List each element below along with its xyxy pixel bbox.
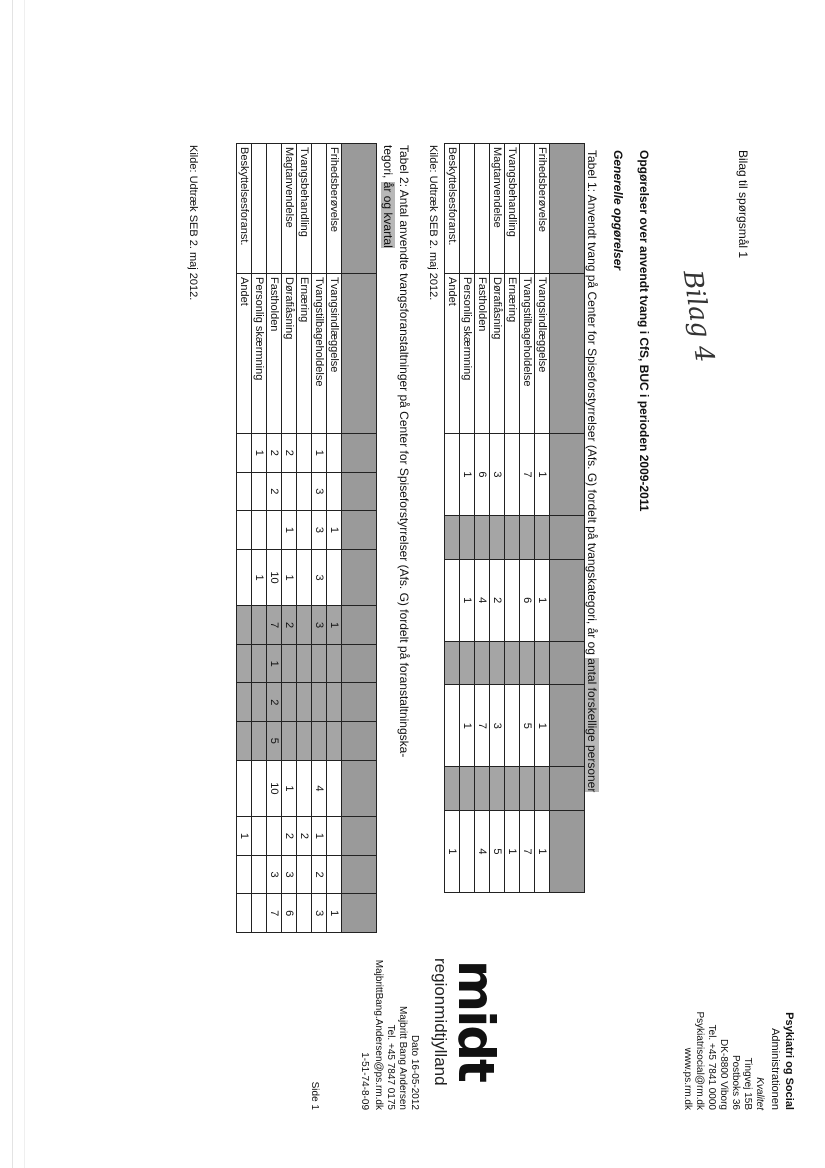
measure-cell: Personlig skærmning [460, 274, 475, 434]
value-cell: 2 [267, 472, 282, 511]
sender-email: Psykiatrisocial@rm.dk [694, 1011, 705, 1110]
table2-header-cell [342, 644, 377, 683]
table2-caption-line1: Tabel 2: Antal anvendte tvangsforanstaltninger på Center for Spiseforstyrrelser (Afs. G) fordelt på foranstaltningska- [397, 145, 411, 758]
value-cell: 3 [312, 549, 327, 606]
value-cell [282, 472, 297, 511]
table-row [282, 144, 297, 933]
value-cell [252, 472, 267, 511]
value-cell: 3 [490, 434, 505, 516]
table2 [236, 143, 377, 933]
value-cell: 1 [312, 434, 327, 473]
value-cell [252, 894, 267, 933]
value-cell [445, 434, 460, 516]
section-title: Generelle opgørelser [611, 150, 625, 271]
contact-phone: Tel. +45 7847 0175 [385, 1024, 396, 1110]
table1-header-cell [550, 559, 585, 641]
value-cell [312, 722, 327, 761]
value-cell: 6 [282, 894, 297, 933]
value-cell: 1 [535, 685, 550, 767]
value-cell: 6 [475, 434, 490, 516]
value-cell [445, 515, 460, 559]
value-cell [252, 722, 267, 761]
value-cell: 5 [520, 685, 535, 767]
value-cell: 4 [475, 810, 490, 892]
value-cell [297, 549, 312, 606]
value-cell: 1 [252, 434, 267, 473]
value-cell: 3 [312, 606, 327, 645]
value-cell: 1 [252, 549, 267, 606]
value-cell [535, 641, 550, 685]
sender-box: Postboks 36 [730, 1054, 741, 1110]
value-cell [237, 855, 252, 894]
value-cell [312, 644, 327, 683]
value-cell [237, 549, 252, 606]
value-cell: 7 [267, 606, 282, 645]
value-cell [252, 683, 267, 722]
sender-unit: Kvalitet [754, 1077, 765, 1110]
sender-street: Tingvej 15B [742, 1057, 753, 1110]
value-cell: 7 [520, 810, 535, 892]
table-row [327, 144, 342, 933]
measure-cell: Andet [237, 274, 252, 434]
category-cell [460, 144, 475, 274]
table1-header-cell [550, 434, 585, 516]
value-cell: 1 [460, 685, 475, 767]
value-cell [267, 511, 282, 550]
value-cell: 2 [282, 434, 297, 473]
value-cell [445, 767, 460, 811]
value-cell [445, 685, 460, 767]
measure-cell: Dørafiåsning [282, 274, 297, 434]
table-row [475, 144, 490, 893]
table2-header-cell [342, 760, 377, 817]
value-cell [252, 855, 267, 894]
value-cell: 1 [237, 817, 252, 856]
value-cell [237, 434, 252, 473]
table2-caption-line2: tegori, år og kvartal [381, 145, 395, 248]
category-cell [252, 144, 267, 274]
value-cell: 3 [312, 472, 327, 511]
value-cell: 1 [535, 559, 550, 641]
table1-header-cell [550, 144, 585, 274]
value-cell: 1 [535, 434, 550, 516]
value-cell [252, 644, 267, 683]
category-cell: Frihedsberøvelse [535, 144, 550, 274]
table-row [505, 144, 520, 893]
value-cell [460, 810, 475, 892]
table1-header-cell [550, 641, 585, 685]
table2-header-cell [342, 855, 377, 894]
table2-caption-highlight: år og kvartal [381, 181, 395, 248]
measure-cell: Andet [445, 274, 460, 434]
value-cell: 7 [475, 685, 490, 767]
case-number: 1-51-74-8-09 [359, 1052, 370, 1110]
contact-name: Majbritt Bang Andersen [397, 1006, 408, 1110]
value-cell [252, 511, 267, 550]
value-cell: 1 [445, 810, 460, 892]
value-cell [490, 641, 505, 685]
value-cell [505, 559, 520, 641]
value-cell: 2 [267, 434, 282, 473]
value-cell: 6 [520, 559, 535, 641]
category-cell: Tvangsbehandling [297, 144, 312, 274]
value-cell [312, 683, 327, 722]
value-cell [460, 515, 475, 559]
category-cell: Frihedsberøvelse [327, 144, 342, 274]
value-cell [475, 641, 490, 685]
value-cell [237, 760, 252, 817]
value-cell [460, 767, 475, 811]
value-cell: 1 [460, 559, 475, 641]
value-cell [297, 606, 312, 645]
value-cell [505, 641, 520, 685]
value-cell: 1 [327, 511, 342, 550]
table2-header-cell [342, 144, 377, 274]
table2-header-cell [342, 606, 377, 645]
value-cell [297, 683, 312, 722]
table1-header-cell [550, 274, 585, 434]
value-cell [327, 472, 342, 511]
measure-cell: Tvangsindlæggelse [327, 274, 342, 434]
value-cell: 7 [520, 434, 535, 516]
value-cell [445, 559, 460, 641]
value-cell: 3 [312, 511, 327, 550]
value-cell [490, 515, 505, 559]
table2-header-cell [342, 434, 377, 473]
value-cell [282, 722, 297, 761]
value-cell: 1 [282, 511, 297, 550]
value-cell [505, 767, 520, 811]
value-cell [490, 767, 505, 811]
value-cell [237, 644, 252, 683]
category-cell [475, 144, 490, 274]
measure-cell: Personlig skærmning [252, 274, 267, 434]
measure-cell: Fastholden [475, 274, 490, 434]
sender-department: Administrationen [769, 1028, 781, 1110]
measure-cell: Fastholden [267, 274, 282, 434]
value-cell [327, 549, 342, 606]
page-number: Side 1 [309, 1081, 320, 1110]
value-cell [505, 685, 520, 767]
measure-cell: Ernæring [505, 274, 520, 434]
attachment-label: Bilag til spørgsmål 1 [736, 150, 750, 259]
value-cell [327, 644, 342, 683]
table2-header-cell [342, 722, 377, 761]
value-cell [535, 515, 550, 559]
table-row [297, 144, 312, 933]
value-cell [297, 855, 312, 894]
value-cell [327, 855, 342, 894]
category-cell [520, 144, 535, 274]
table1-header-cell [550, 767, 585, 811]
value-cell: 1 [267, 644, 282, 683]
measure-cell: Dørafiåsning [490, 274, 505, 434]
category-cell [267, 144, 282, 274]
value-cell [252, 606, 267, 645]
value-cell: 1 [282, 549, 297, 606]
value-cell [327, 760, 342, 817]
measure-cell: Tvangstilbageholdelse [312, 274, 327, 434]
value-cell [267, 817, 282, 856]
measure-cell: Tvangsindlæggelse [535, 274, 550, 434]
value-cell [505, 434, 520, 516]
value-cell [445, 641, 460, 685]
value-cell [282, 644, 297, 683]
value-cell: 3 [282, 855, 297, 894]
table2-header-cell [342, 683, 377, 722]
value-cell [237, 472, 252, 511]
value-cell [327, 722, 342, 761]
value-cell: 1 [312, 817, 327, 856]
value-cell: 1 [535, 810, 550, 892]
value-cell [520, 767, 535, 811]
value-cell [327, 683, 342, 722]
table1-header-cell [550, 515, 585, 559]
table-row [312, 144, 327, 933]
value-cell: 7 [267, 894, 282, 933]
table-row [237, 144, 252, 933]
region-logo: midt [447, 960, 505, 1081]
table-row [460, 144, 475, 893]
table2-header-cell [342, 274, 377, 434]
sender-city: DK-8800 Viborg [718, 1039, 729, 1110]
category-cell: Tvangsbehandling [505, 144, 520, 274]
table-row [267, 144, 282, 933]
sender-org: Psykiatri og Social [783, 1012, 795, 1110]
value-cell: 1 [327, 894, 342, 933]
value-cell: 2 [282, 606, 297, 645]
value-cell [237, 683, 252, 722]
table-row [445, 144, 460, 893]
value-cell [252, 817, 267, 856]
contact-email: MajbrittBang.Andersen@ps.rm.dk [373, 959, 384, 1110]
value-cell [237, 894, 252, 933]
value-cell: 4 [475, 559, 490, 641]
category-cell [312, 144, 327, 274]
value-cell [297, 434, 312, 473]
value-cell [282, 683, 297, 722]
table1-source: Kilde: Udtræk SEB 2. maj 2012. [427, 145, 439, 301]
value-cell [297, 894, 312, 933]
table1-caption-highlight: antal forskellige personer [585, 658, 599, 793]
table-row [535, 144, 550, 893]
value-cell [297, 511, 312, 550]
value-cell [460, 641, 475, 685]
value-cell [297, 644, 312, 683]
value-cell: 5 [267, 722, 282, 761]
letter-date: Dato 16-05-2012 [409, 1034, 420, 1110]
value-cell: 2 [267, 683, 282, 722]
category-cell: Beskyttelsesforanst. [237, 144, 252, 274]
table1 [444, 143, 585, 893]
value-cell: 1 [282, 760, 297, 817]
region-logo-subtext: regionmidtjylland [431, 958, 450, 1086]
value-cell [252, 760, 267, 817]
table2-source: Kilde: Udtræk SEB 2. maj 2012. [187, 145, 199, 301]
value-cell: 1 [460, 434, 475, 516]
handwritten-note: Bilag 4 [676, 268, 720, 365]
sender-web: www.ps.rm.dk [682, 1047, 693, 1110]
value-cell [520, 515, 535, 559]
value-cell: 4 [312, 760, 327, 817]
value-cell: 3 [490, 685, 505, 767]
value-cell [535, 767, 550, 811]
table-row [520, 144, 535, 893]
value-cell [237, 722, 252, 761]
value-cell [327, 434, 342, 473]
table2-header-cell [342, 549, 377, 606]
category-cell: Beskyttelsesforanst. [445, 144, 460, 274]
main-title: Opgørelser over anvendt tvang i CfS, BUC i perioden 2009-2011 [637, 150, 651, 512]
table-row [252, 144, 267, 933]
value-cell [505, 515, 520, 559]
value-cell: 2 [312, 855, 327, 894]
value-cell: 1 [505, 810, 520, 892]
measure-cell: Tvangstilbageholdelse [520, 274, 535, 434]
value-cell: 1 [327, 606, 342, 645]
table-row [490, 144, 505, 893]
value-cell [327, 817, 342, 856]
table2-header-row [342, 144, 377, 933]
value-cell: 10 [267, 549, 282, 606]
table1-caption: Tabel 1: Anvendt tvang på Center for Spiseforstyrrelser (Afs. G) fordelt på tvangskategori, år og antal forskellige personer [585, 150, 599, 793]
value-cell: 2 [282, 817, 297, 856]
table1-header-cell [550, 810, 585, 892]
value-cell [237, 606, 252, 645]
value-cell [297, 760, 312, 817]
table1-header-cell [550, 685, 585, 767]
value-cell [297, 722, 312, 761]
category-cell: Magtanvendelse [282, 144, 297, 274]
table2-header-cell [342, 472, 377, 511]
measure-cell: Ernæring [297, 274, 312, 434]
value-cell [520, 641, 535, 685]
table2-header-cell [342, 894, 377, 933]
value-cell [475, 767, 490, 811]
value-cell [237, 511, 252, 550]
value-cell: 2 [490, 559, 505, 641]
table2-header-cell [342, 511, 377, 550]
table2-header-cell [342, 817, 377, 856]
value-cell [297, 472, 312, 511]
category-cell: Magtanvendelse [490, 144, 505, 274]
value-cell: 5 [490, 810, 505, 892]
value-cell: 2 [297, 817, 312, 856]
sender-phone: Tel. +45 7841 0000 [706, 1024, 717, 1110]
value-cell: 3 [312, 894, 327, 933]
value-cell: 3 [267, 855, 282, 894]
value-cell [475, 515, 490, 559]
value-cell: 10 [267, 760, 282, 817]
table1-header-row [550, 144, 585, 893]
